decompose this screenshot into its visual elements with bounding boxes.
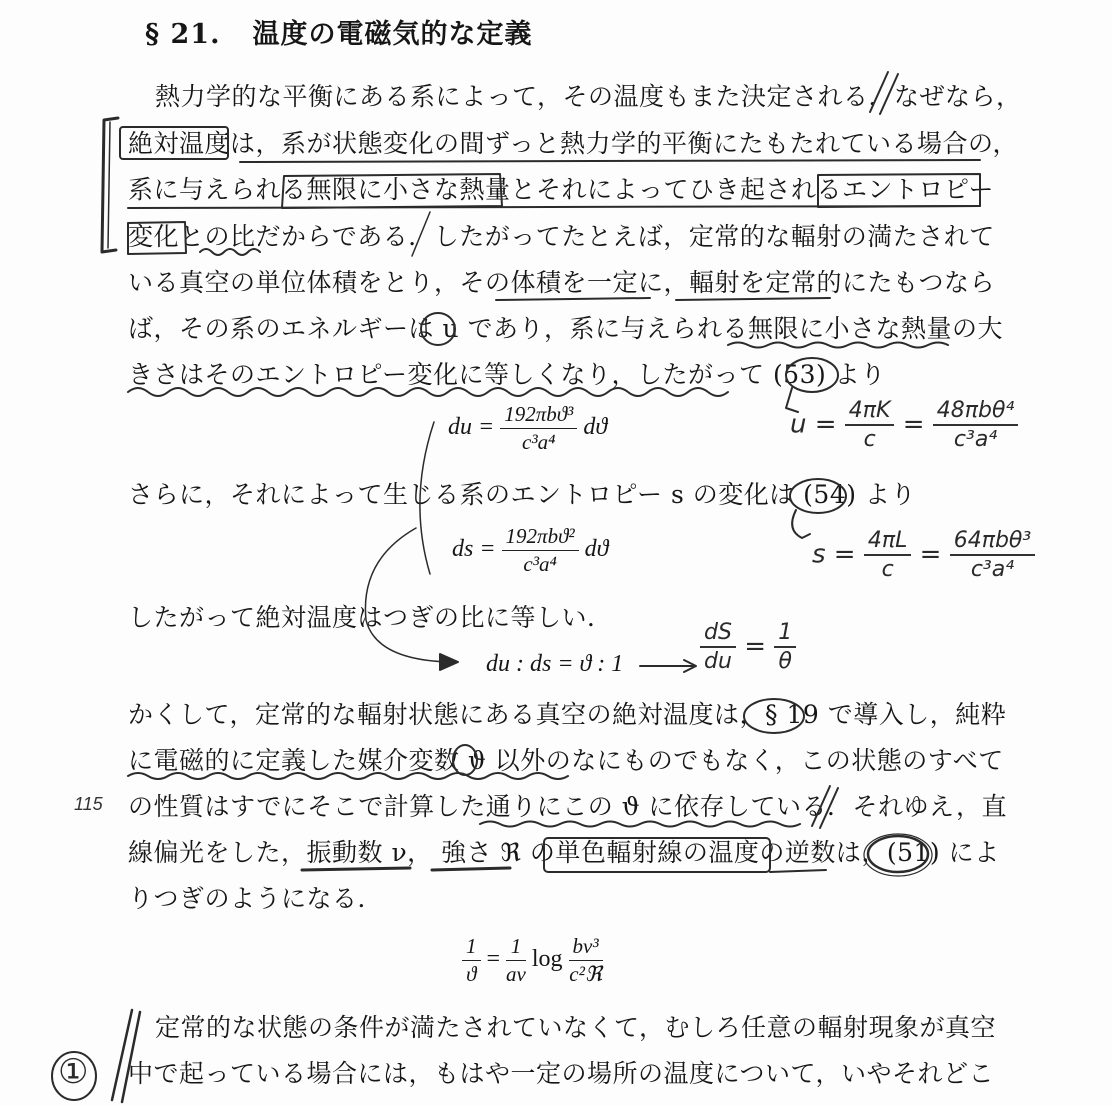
underline-line-12	[480, 822, 800, 827]
body-line-16: 中で起っている場合には，もはや一定の場所の温度について，いやそれどこ	[128, 1059, 995, 1088]
arrow-ratio-to-hand	[640, 660, 696, 672]
underline-inverse	[770, 870, 826, 872]
box-monochromatic	[544, 838, 770, 872]
handwritten-dsdu-rhs-numerator: 1	[774, 620, 796, 648]
body-line-8: さらに，それによって生じる系のエントロピー s の変化は (54) より	[128, 480, 916, 509]
wavy-line-7	[128, 388, 728, 396]
handwritten-s-lhs: s =	[812, 539, 856, 570]
handwritten-dsdu-rhs-denominator: θ	[778, 649, 792, 674]
handwritten-dsdu-denominator: du	[704, 649, 732, 674]
equation-inv-log: log	[531, 946, 563, 973]
arrow-53	[786, 388, 798, 412]
body-line-12: の性質はすでにそこで計算した通りにこの ϑ に依存している．それゆえ，直	[128, 792, 1008, 821]
slash-mark-2	[812, 786, 838, 828]
box-entropy-change-2	[128, 222, 186, 254]
circle-eq-54	[790, 479, 846, 513]
underline-intensity	[432, 868, 510, 870]
equation-inv-lhs-denominator: ϑ	[466, 962, 477, 986]
handwritten-u-formula: u = $\frac{4\pi K}{c}$ = $\frac{\text{48πbθ⁴}}{\text{c³a⁴}}$	[790, 398, 1018, 452]
body-line-5: いる真空の単位体積をとり，その体積を一定に，輻射を定常的にたもつなら	[128, 268, 996, 297]
equation-inv-lhs-numerator: 1	[462, 934, 481, 961]
section-number: § 21.	[145, 19, 221, 50]
equation-du-differential: dϑ	[583, 414, 608, 441]
section-title: 温度の電磁気的な定義	[252, 19, 533, 50]
handwritten-u-rhs-numerator: 48πbθ⁴	[933, 398, 1018, 426]
handwritten-u-rhs-denominator: c³a⁴	[953, 427, 998, 452]
body-line-3: 系に与えられる無限に小さな熱量とそれによってひき起されるエントロピー	[128, 175, 995, 204]
equation-inv-rhs-denominator: c²ℜ	[569, 962, 602, 986]
circle-eq-53	[786, 358, 838, 392]
body-line-6: ば，その系のエネルギーは u であり，系に与えられる無限に小さな熱量の大	[128, 314, 1003, 343]
body-line-13: 線偏光をした，振動数 ν， 強さ ℜ の単色輻射線の温度の逆数は，(51) によ	[128, 838, 1000, 867]
equation-inv-rhs-numerator: bν³	[569, 934, 603, 961]
equation-ds-differential: dϑ	[584, 536, 609, 563]
handwritten-s-mid-numerator: 4πL	[864, 528, 912, 556]
margin-circle	[52, 1052, 96, 1100]
underline-heat-line6	[728, 343, 948, 348]
wavy-line-11	[128, 773, 568, 779]
wavy-line-4	[200, 249, 260, 255]
box-infinitesimal-heat	[282, 174, 502, 208]
body-line-11: に電磁的に定義した媒介変数 ϑ 以外のなにものでもなく，この状態のすべて	[128, 746, 1004, 775]
handwritten-s-rhs-denominator: c³a⁴	[970, 557, 1015, 582]
handwritten-s-rhs-numerator: 64πbθ³	[950, 528, 1035, 556]
equation-inv-mid-denominator: aν	[506, 962, 526, 986]
equation-inv-mid-numerator: 1	[506, 934, 526, 961]
underline-line-2	[240, 160, 980, 162]
handwritten-dsdu-equals: =	[744, 631, 766, 662]
body-line-9: したがって絶対温度はつぎの比に等しい．	[128, 603, 613, 632]
handwritten-u-lhs: u =	[790, 409, 837, 440]
handwritten-u-mid-numerator: 4πK	[845, 398, 895, 426]
circle-u	[421, 313, 455, 345]
equation-du-numerator: 192πbϑ³	[500, 402, 577, 429]
handwritten-s-formula: s = $\frac{4\pi L}{c}$ = $\frac{\text{64πbθ³}}{\text{c³a⁴}}$	[812, 528, 1035, 582]
equation-du-lhs: du =	[448, 414, 495, 441]
equation-ds-lhs: ds =	[452, 536, 496, 563]
body-line-15: 定常的な状態の条件が満たされていなくて，むしろ任意の輻射現象が真空	[155, 1013, 997, 1042]
underline-frequency	[302, 868, 410, 870]
arrow-ds-to-ratio	[365, 528, 450, 662]
equation-ds-numerator: 192πbϑ²	[502, 524, 579, 551]
equation-inverse-temperature: $\frac{1}{ϑ}$ = $\frac{1}{a\nu}$ log $\frac{\text{bν³}}{\text{c²ℜ}}$	[462, 934, 603, 987]
circle-eq-51	[868, 836, 928, 872]
body-line-14: りつぎのようになる．	[128, 884, 384, 913]
box-absolute-temperature	[120, 127, 228, 159]
circle-eq-51-outer	[864, 834, 932, 876]
margin-bracket-inner	[108, 122, 110, 248]
body-line-1: 熱力学的な平衡にある系によって，その温度もまた決定される．なぜなら，	[155, 82, 1022, 111]
arrowhead-ratio	[440, 654, 458, 670]
body-line-7: きさはそのエントロピー変化に等しくなり，したがって (53) より	[128, 360, 886, 389]
underline-volume	[496, 298, 650, 300]
equation-du-denominator: c³a⁴	[522, 430, 556, 454]
margin-circled-note: ①	[58, 1052, 89, 1092]
body-line-2: 絶対温度は，系が状態変化の間ずっと熱力学的平衡にたもたれている場合の，	[128, 129, 1019, 158]
handwritten-u-mid-denominator: c	[863, 427, 876, 452]
underline-radiation	[676, 298, 830, 300]
slash-mark-3	[412, 212, 430, 256]
slash-mark-1	[870, 72, 898, 114]
equation-ds-denominator: c³a⁴	[523, 552, 557, 576]
circle-section-19	[744, 699, 804, 733]
handwritten-s-mid-denominator: c	[881, 557, 894, 582]
body-line-4: 変化との比だからである．したがってたとえば，定常的な輻射の満たされて	[128, 222, 995, 251]
bracket-du-ds	[420, 422, 434, 574]
circle-theta	[453, 745, 477, 775]
box-entropy-change	[818, 174, 980, 207]
margin-double-slash	[112, 1010, 140, 1102]
page-number: 115	[74, 794, 103, 814]
equation-ratio: du : ds = ϑ : 1	[486, 651, 624, 677]
body-line-10: かくして，定常的な輻射状態にある真空の絶対温度は，§ 19 で導入し，純粋	[128, 700, 1007, 729]
handwritten-dsdu-numerator: dS	[700, 620, 736, 648]
arrow-54	[792, 510, 810, 538]
